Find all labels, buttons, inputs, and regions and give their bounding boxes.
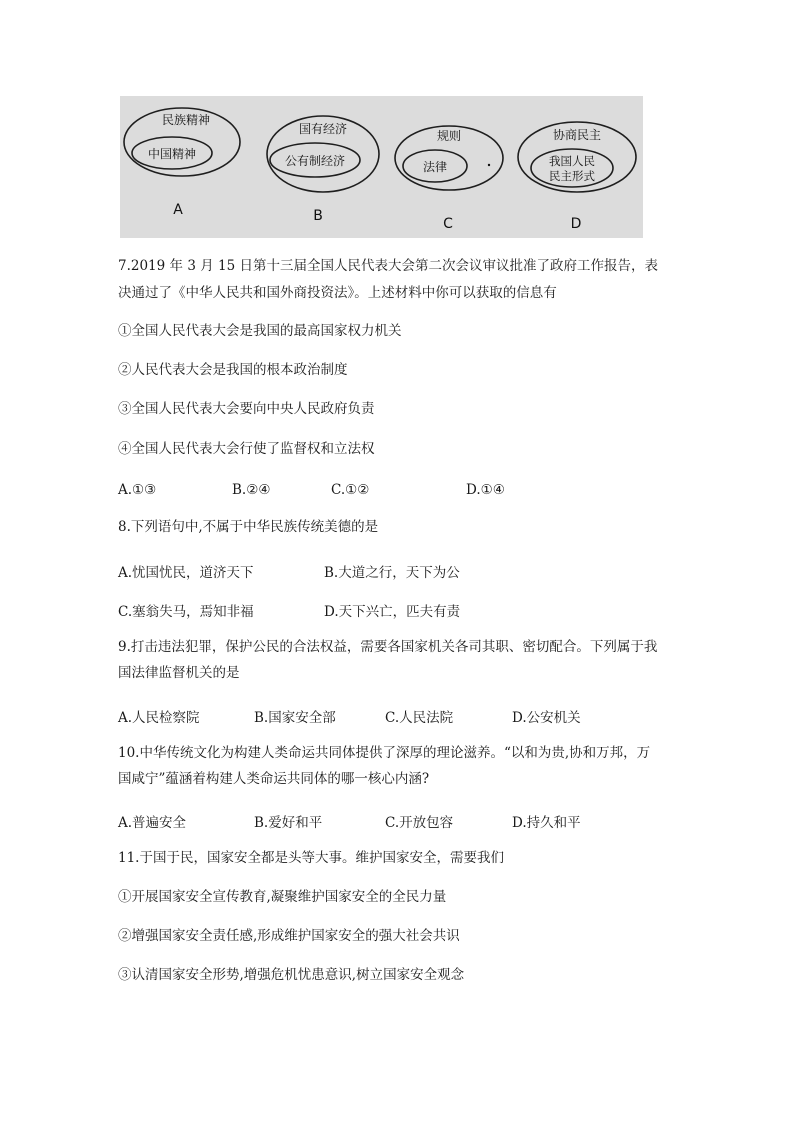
q8-stem: 8.下列语句中,不属于中华民族传统美德的是 bbox=[118, 519, 379, 535]
q9-stem-line1: 9.打击违法犯罪，保护公民的合法权益，需要各国家机关各司其职、密切配合。下列属于我 bbox=[118, 639, 658, 655]
q10-option-d[interactable]: D.持久和平 bbox=[512, 815, 581, 831]
q8-option-a[interactable]: A.忧国忧民，道济天下 bbox=[118, 565, 254, 581]
q10-option-a[interactable]: A.普遍安全 bbox=[118, 815, 187, 831]
q11-statement-1: ①开展国家安全宣传教育,凝聚维护国家安全的全民力量 bbox=[118, 889, 447, 905]
diagram-a-outer-label: 民族精神 bbox=[161, 113, 211, 127]
q8-option-c[interactable]: C.塞翁失马，焉知非福 bbox=[118, 604, 254, 620]
diagram-d-outer-label: 协商民主 bbox=[552, 128, 602, 142]
q9-option-d[interactable]: D.公安机关 bbox=[512, 710, 581, 726]
diagram-c-letter: C bbox=[443, 216, 453, 232]
q7-statement-1: ①全国人民代表大会是我国的最高国家权力机关 bbox=[118, 323, 402, 339]
q10-stem-line2: 国咸宁”蕴涵着构建人类命运共同体的哪一核心内涵? bbox=[118, 771, 430, 787]
q9-stem-line2: 国法律监督机关的是 bbox=[118, 665, 240, 681]
q9-option-c[interactable]: C.人民法院 bbox=[385, 710, 454, 726]
diagram-d-inner-label-line1: 我国人民 bbox=[549, 154, 595, 168]
q7-option-b[interactable]: B.②④ bbox=[232, 482, 271, 498]
q10-stem-line1: 10.中华传统文化为构建人类命运共同体提供了深厚的理论滋养。“以和为贵,协和万邦，万 bbox=[118, 745, 651, 761]
q11-stem: 11.于国于民，国家安全都是头等大事。维护国家安全，需要我们 bbox=[118, 850, 504, 866]
venn-diagrams bbox=[120, 96, 643, 238]
q7-stem-line2: 决通过了《中华人民共和国外商投资法》。上述材料中你可以获取的信息有 bbox=[118, 285, 557, 301]
diagram-c bbox=[395, 126, 503, 232]
diagram-a-inner-label: 中国精神 bbox=[147, 147, 197, 161]
q7-option-a[interactable]: A.①③ bbox=[118, 482, 157, 498]
q7-option-c[interactable]: C.①② bbox=[331, 482, 370, 498]
diagram-a bbox=[124, 108, 240, 218]
diagram-c-outer-label: 规则 bbox=[436, 129, 462, 143]
q10-option-b[interactable]: B.爱好和平 bbox=[254, 815, 323, 831]
q8-option-b[interactable]: B.大道之行，天下为公 bbox=[324, 565, 460, 581]
diagram-b-outer-label: 国有经济 bbox=[298, 122, 348, 136]
diagram-a-letter: A bbox=[173, 202, 183, 218]
q9-option-b[interactable]: B.国家安全部 bbox=[254, 710, 336, 726]
diagram-c-inner-label: 法律 bbox=[422, 160, 448, 174]
diagram-b-letter: B bbox=[313, 208, 323, 224]
diagram-b bbox=[267, 116, 379, 224]
q8-option-d[interactable]: D.天下兴亡，匹夫有责 bbox=[324, 604, 461, 620]
diagram-d-letter: D bbox=[570, 216, 582, 232]
venn-diagram-figure bbox=[120, 96, 643, 238]
q7-statement-3: ③全国人民代表大会要向中央人民政府负责 bbox=[118, 401, 375, 417]
q7-stem-line1: 7.2019 年 3 月 15 日第十三届全国人民代表大会第二次会议审议批准了政府工作报告，表 bbox=[118, 258, 658, 274]
q11-statement-3: ③认清国家安全形势,增强危机忧患意识,树立国家安全观念 bbox=[118, 967, 465, 983]
q11-statement-2: ②增强国家安全责任感,形成维护国家安全的强大社会共识 bbox=[118, 928, 460, 944]
q7-option-d[interactable]: D.①④ bbox=[466, 482, 505, 498]
q7-statement-4: ④全国人民代表大会行使了监督权和立法权 bbox=[118, 441, 375, 457]
q9-option-a[interactable]: A.人民检察院 bbox=[118, 710, 200, 726]
diagram-b-inner-label: 公有制经济 bbox=[284, 154, 346, 168]
diagram-d-inner-label-line2: 民主形式 bbox=[549, 169, 595, 183]
q10-option-c[interactable]: C.开放包容 bbox=[385, 815, 454, 831]
diagram-c-dot bbox=[488, 164, 490, 166]
diagram-d bbox=[518, 122, 636, 232]
q7-statement-2: ②人民代表大会是我国的根本政治制度 bbox=[118, 362, 348, 378]
